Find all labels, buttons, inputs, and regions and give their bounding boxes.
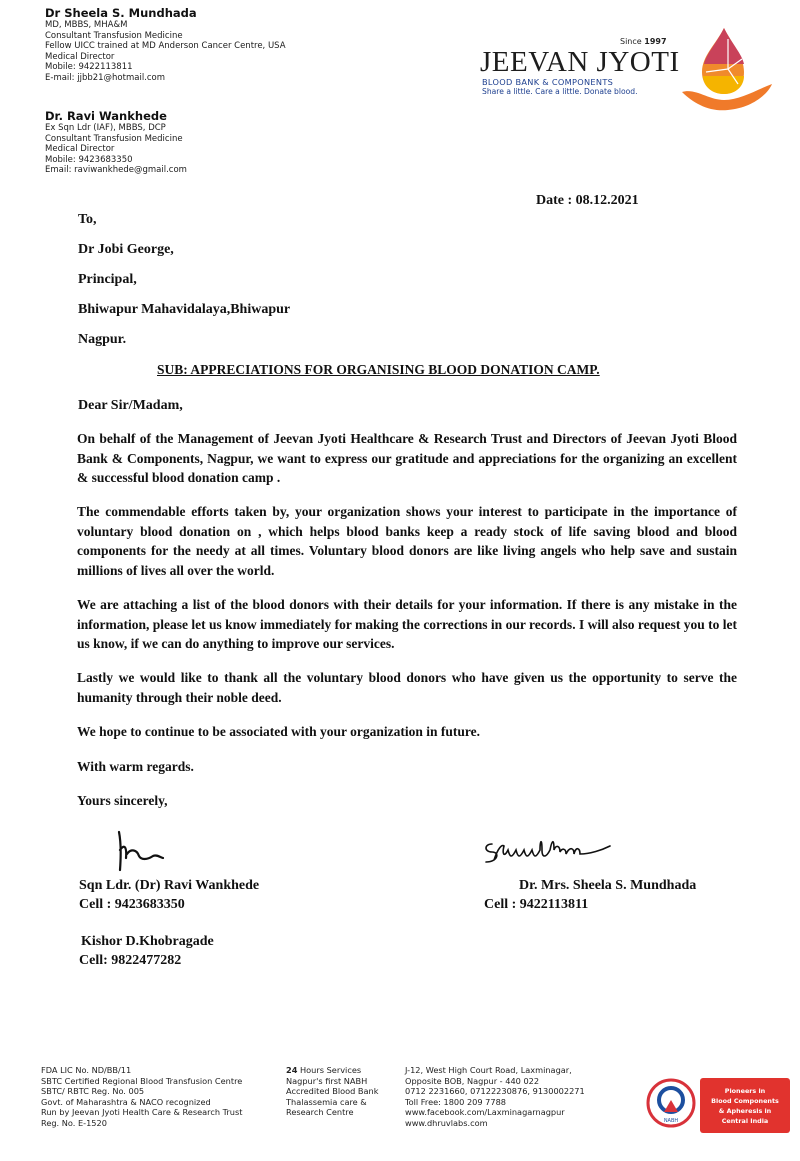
logo-tagline: Share a little. Care a little. Donate blood. (482, 87, 638, 96)
footer-address: J-12, West High Court Road, Laxminagar, (405, 1065, 572, 1075)
footer-line: SBTC Certified Regional Blood Transfusion Centre (41, 1075, 243, 1086)
doctor1-line: Fellow UICC trained at MD Anderson Cancer Centre, USA (45, 41, 286, 52)
since-label: Since (620, 37, 642, 46)
blood-drop-hand-icon (676, 24, 776, 114)
doctor2-name: Dr. Ravi Wankhede (45, 109, 167, 123)
footer-line: Thalassemia care & (286, 1096, 367, 1107)
signatory-right-name: Dr. Mrs. Sheela S. Mundhada (519, 878, 697, 893)
recipient-institution: Bhiwapur Mahavidalaya,Bhiwapur (78, 302, 291, 317)
footer-line: Govt. of Maharashtra & NACO recognized (41, 1096, 211, 1107)
logo-title: JEEVAN JYOTI (480, 46, 680, 78)
closing-regards: With warm regards. (77, 759, 194, 774)
signatory-third-cell: Cell: 9822477282 (79, 953, 182, 968)
paragraph-3: We are attaching a list of the blood donors with their details for your information. If there is any mistake in the information, please let us know immediately for making the corrections in our records. I will also request you to let us know, if we can do anything to improve our services. (77, 597, 737, 651)
salutation: Dear Sir/Madam, (78, 398, 183, 413)
signatory-left (79, 876, 259, 914)
doctor2-line: Medical Director (45, 144, 115, 155)
doctor1-line: Medical Director (45, 51, 115, 62)
footer-tollfree: Toll Free: 1800 209 7788 (405, 1096, 507, 1107)
doctor2-line: Ex Sqn Ldr (IAF), MBBS, DCP (45, 123, 166, 133)
recipient-title: Principal, (78, 272, 137, 287)
letter-date: Date : 08.12.2021 (536, 193, 639, 208)
footer-website-link[interactable]: www.dhruvlabs.com (405, 1117, 488, 1128)
doctor1-block (45, 6, 286, 84)
hours-label: Hours Services (297, 1065, 362, 1075)
signatory-third (79, 932, 214, 970)
paragraph-5: We hope to continue to be associated with your organization in future. (77, 724, 481, 739)
jeevan-jyoti-logo (480, 30, 780, 110)
signatory-right-cell: Cell : 9422113811 (484, 897, 589, 912)
footer-line: Research Centre (286, 1107, 354, 1118)
footer-contact (405, 1065, 585, 1129)
logo-subtitle: BLOOD BANK & COMPONENTS (482, 77, 614, 87)
signature-ravi-wankhede (115, 828, 175, 874)
doctor1-name: Dr Sheela S. Mundhada (45, 6, 197, 20)
footer-line: Run by Jeevan Jyoti Health Care & Research Trust (41, 1107, 243, 1118)
pioneer-line: Central India (721, 1116, 769, 1125)
footer-line: Nagpur's first NABH (286, 1075, 368, 1086)
signatory-right (484, 876, 696, 914)
pioneer-line: Blood Components (711, 1096, 779, 1105)
logo-since (620, 37, 667, 46)
doctor2-block (45, 109, 187, 176)
footer-line: Reg. No. E-1520 (41, 1117, 107, 1128)
recipient-city: Nagpur. (78, 332, 127, 347)
footer-licenses (41, 1065, 242, 1129)
footer-line: SBTC/ RBTC Reg. No. 005 (41, 1086, 145, 1097)
footer-line: FDA LIC No. ND/BB/11 (41, 1065, 132, 1075)
pioneer-badge (700, 1078, 790, 1133)
paragraph-2: The commendable efforts taken by, your organization shows your interest to participate in the importance of voluntary blood donation on , which helps blood banks keep a ready stock of life saving blood and blood components for the needy at all times. Voluntary blood donors are like living angels who help save and sustain millions of lives all over the world. (77, 504, 737, 578)
since-year: 1997 (644, 37, 667, 46)
letter-subject: SUB: APPRECIATIONS FOR ORGANISING BLOOD DONATION CAMP. (157, 362, 600, 377)
hours-count: 24 (286, 1065, 298, 1075)
signature-sheela-mundhada (480, 836, 620, 866)
pioneer-line: & Apheresis in (718, 1106, 772, 1115)
paragraph-4: Lastly we would like to thank all the voluntary blood donors who have given us the opportunity to serve the humanity through their noble deed. (77, 670, 737, 705)
footer-line (286, 1065, 378, 1076)
doctor1-line: Mobile: 9422113811 (45, 62, 133, 73)
doctor2-email: Email: raviwankhede@gmail.com (45, 165, 187, 176)
doctor1-line: MD, MBBS, MHA&M (45, 20, 128, 30)
doctor1-email: E-mail: jjbb21@hotmail.com (45, 72, 166, 83)
footer-line: Accredited Blood Bank (286, 1086, 379, 1097)
nabh-badge-icon (646, 1078, 696, 1128)
recipient-name: Dr Jobi George, (78, 242, 174, 257)
doctor2-line: Consultant Transfusion Medicine (45, 133, 183, 144)
paragraph-1: On behalf of the Management of Jeevan Jyoti Healthcare & Research Trust and Directors of Jeevan Jyoti Blood Bank & Components, Nagpur, we want to express our gratitude and appreciations for the organizing an excellent & successful blood donation camp . (77, 431, 737, 485)
doctor2-line: Mobile: 9423683350 (45, 154, 133, 165)
signatory-left-name: Sqn Ldr. (Dr) Ravi Wankhede (79, 878, 260, 893)
nabh-label: NABH (663, 1118, 679, 1124)
signatory-left-cell: Cell : 9423683350 (79, 897, 185, 912)
footer-address: Opposite BOB, Nagpur - 440 022 (405, 1075, 540, 1086)
doctor1-line: Consultant Transfusion Medicine (45, 30, 183, 41)
recipient-to: To, (78, 212, 97, 227)
footer-phone: 0712 2231660, 07122230876, 9130002271 (405, 1086, 585, 1097)
closing-yours: Yours sincerely, (77, 793, 168, 808)
pioneer-line: Pioneers in (724, 1086, 766, 1095)
signatory-third-name: Kishor D.Khobragade (81, 934, 214, 949)
footer-facebook-link[interactable]: www.facebook.com/Laxminagarnagpur (405, 1107, 565, 1118)
footer-services (286, 1065, 378, 1118)
